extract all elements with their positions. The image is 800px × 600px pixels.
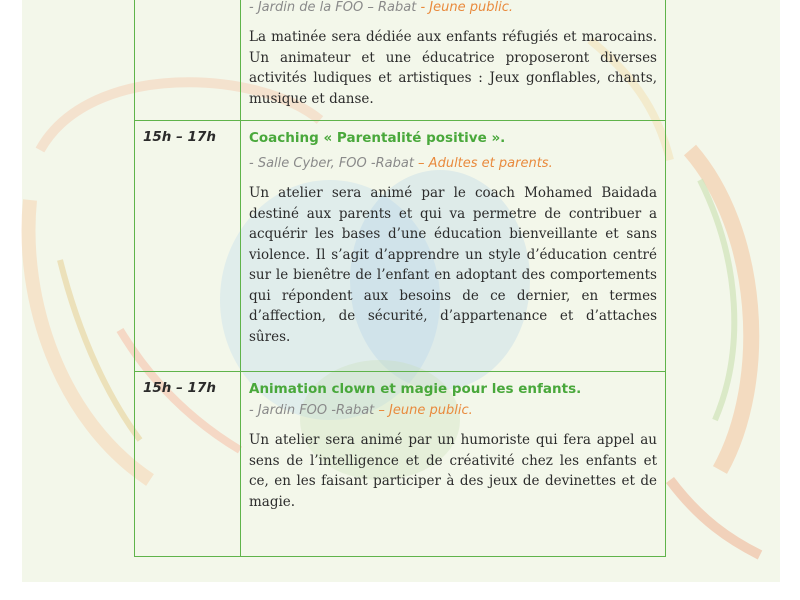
event-title: Animation clown et magie pour les enfants.	[249, 381, 582, 397]
page-margin	[0, 582, 800, 600]
event-location-line	[249, 0, 657, 17]
content-cell	[241, 0, 666, 121]
content-cell	[241, 121, 666, 372]
schedule-row	[135, 372, 666, 557]
event-location-line	[249, 155, 657, 173]
schedule-table	[134, 0, 666, 557]
event-description: Un atelier sera animé par le coach Mohamed Baidada destiné aux parents et qui va permetre de contribuer a acquérir les bases d’une éducation bienveillante et sans violence. Il s’agit d’apprendre un style d’éducation centré sur le bienêtre de l’enfant en adoptant des comportements qui répondent aux besoins de ce dernier, en termes d’affection, de sécurité, d’appartenance et d’attaches sûres.	[249, 185, 657, 345]
event-audience: – Adultes et parents.	[413, 156, 553, 171]
event-audience: – Jeune public.	[374, 403, 473, 418]
event-location: - Jardin FOO -Rabat	[249, 403, 375, 418]
schedule-row	[135, 121, 666, 372]
event-description: La matinée sera dédiée aux enfants réfugiés et marocains. Un animateur et une éducatrice proposeront diverses activités ludiques et artistiques : Jeux gonflables, chants, musique et danse.	[249, 29, 657, 107]
event-location: - Jardin de la FOO – Rabat	[249, 0, 417, 15]
event-time: 15h – 17h	[143, 129, 216, 145]
content-cell	[241, 372, 666, 557]
event-title: Coaching « Parentalité positive ».	[249, 130, 506, 146]
event-location-line	[249, 402, 657, 420]
schedule-row	[135, 0, 666, 121]
time-cell	[135, 0, 241, 121]
event-time: 15h – 17h	[143, 380, 216, 396]
time-cell	[135, 121, 241, 372]
event-audience: - Jeune public.	[416, 0, 513, 15]
time-cell	[135, 372, 241, 557]
event-description: Un atelier sera animé par un humoriste qui fera appel au sens de l’intelligence et de créativité chez les enfants et ce, en les faisant participer à des jeux de devinettes et de magie.	[249, 432, 657, 510]
event-location: - Salle Cyber, FOO -Rabat	[249, 156, 414, 171]
